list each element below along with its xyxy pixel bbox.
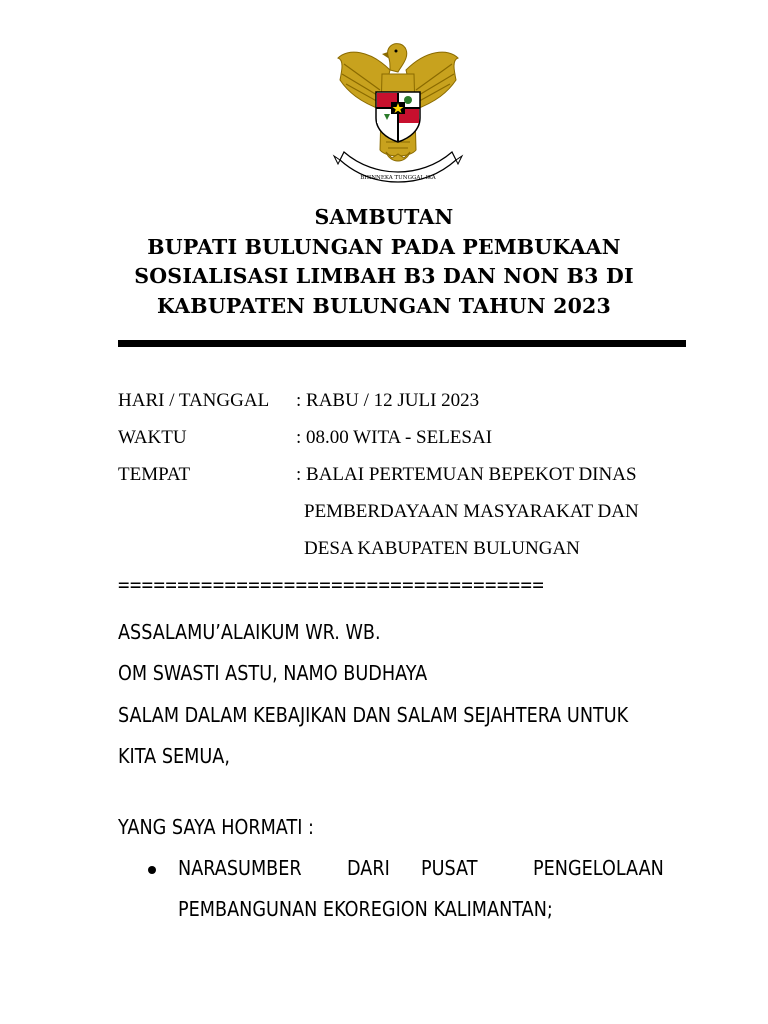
ribbon-text: BHINNEKA TUNGGAL IKA <box>360 175 436 181</box>
title-divider <box>118 340 686 347</box>
day-label: HARI / TANGGAL <box>118 390 270 411</box>
time-label: WAKTU <box>118 427 187 448</box>
place-value-2: PEMBERDAYAAN MASYARAKAT DAN <box>304 501 639 522</box>
respected-item-1-word: NARASUMBER <box>178 856 302 880</box>
title-line-1: SAMBUTAN <box>314 205 454 229</box>
title-line-3: SOSIALISASI LIMBAH B3 DAN NON B3 DI <box>134 264 634 288</box>
time-value: : 08.00 WITA - SELESAI <box>296 427 493 448</box>
greeting-line-1: ASSALAMU’ALAIKUM WR. WB. <box>118 620 381 644</box>
respected-item-1-word: PUSAT <box>421 856 478 880</box>
title-line-2: BUPATI BULUNGAN PADA PEMBUKAAN <box>147 234 621 259</box>
place-label: TEMPAT <box>118 464 191 485</box>
greeting-line-4: KITA SEMUA, <box>118 744 230 768</box>
title-line-4: KABUPATEN BULUNGAN TAHUN 2023 <box>157 293 611 318</box>
day-value: : RABU / 12 JULI 2023 <box>296 390 480 411</box>
bullet-icon <box>148 866 156 874</box>
respected-item-1-line-1 <box>178 856 685 880</box>
greeting-line-2: OM SWASTI ASTU, NAMO BUDHAYA <box>118 661 428 685</box>
respected-item-1-line-2: PEMBANGUNAN EKOREGION KALIMANTAN; <box>178 897 553 921</box>
place-value-3: DESA KABUPATEN BULUNGAN <box>304 538 580 559</box>
respected-item-1-word: PENGELOLAAN <box>532 856 664 880</box>
speech-title <box>100 203 668 321</box>
respected-heading: YANG SAYA HORMATI : <box>118 815 314 839</box>
garuda-pancasila-icon <box>330 40 466 190</box>
greeting-line-3: SALAM DALAM KEBAJIKAN DAN SALAM SEJAHTERA UNTUK <box>118 703 629 727</box>
separator-line: ==================================== <box>118 574 545 596</box>
respected-item-1-word: DARI <box>346 856 390 880</box>
place-value-1: : BALAI PERTEMUAN BEPEKOT DINAS <box>296 464 637 485</box>
